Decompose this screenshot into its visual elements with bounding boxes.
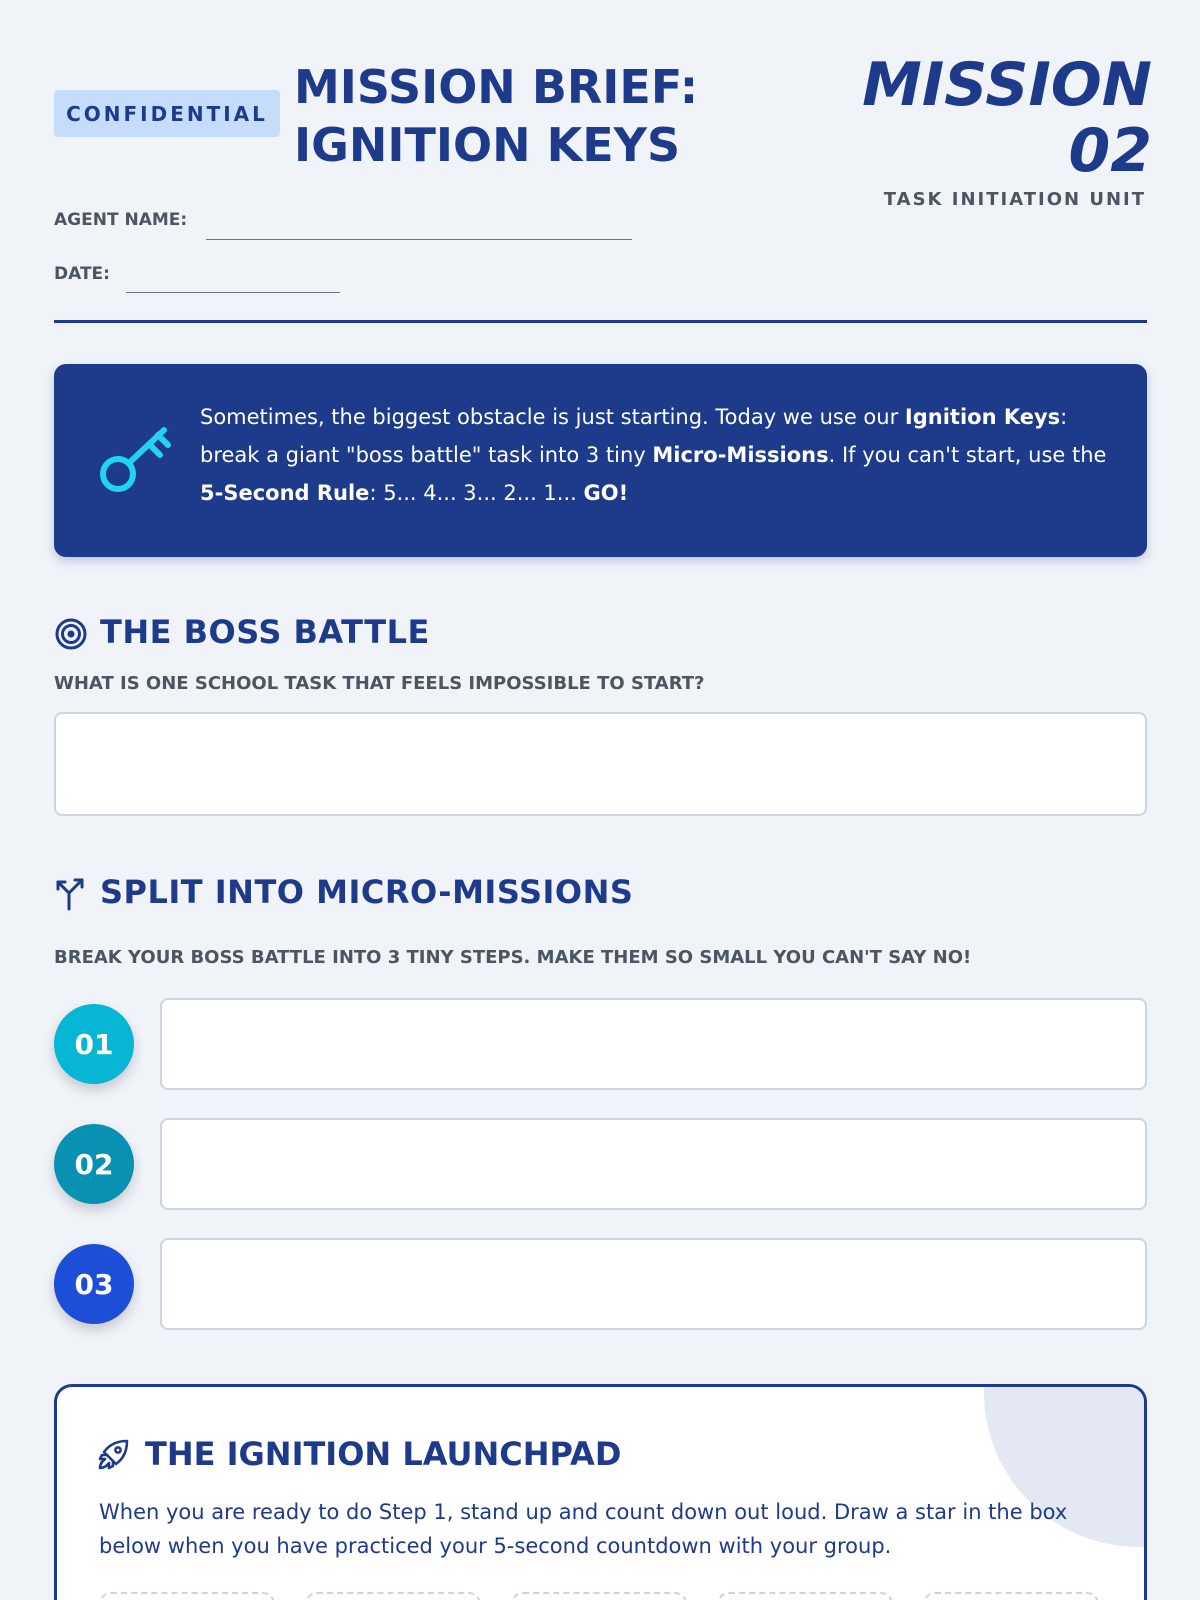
page-title — [294, 58, 774, 174]
title-line-1: MISSION BRIEF: — [294, 60, 699, 114]
launchpad-title: THE IGNITION LAUNCHPAD — [145, 1435, 622, 1473]
title-line-2: IGNITION KEYS — [294, 118, 681, 172]
agent-name-label: AGENT NAME: — [54, 210, 188, 230]
micro-mission-input-1[interactable] — [160, 998, 1147, 1090]
rocket-icon — [97, 1437, 131, 1471]
step-number-2: 02 — [54, 1124, 134, 1204]
star-box-5[interactable] — [923, 1592, 1099, 1600]
mission-label: MISSION — [862, 50, 1152, 120]
boss-battle-title: THE BOSS BATTLE — [100, 613, 430, 651]
boss-battle-input[interactable] — [54, 712, 1147, 816]
split-arrow-icon — [54, 877, 88, 911]
star-box-4[interactable] — [717, 1592, 893, 1600]
date-field[interactable] — [126, 292, 340, 293]
agent-name-field[interactable] — [206, 239, 632, 240]
star-box-1[interactable] — [99, 1592, 275, 1600]
micro-missions-title: SPLIT INTO MICRO-MISSIONS — [100, 873, 634, 911]
micro-missions-prompt: BREAK YOUR BOSS BATTLE INTO 3 TINY STEPS. MAKE THEM SO SMALL YOU CAN'T SAY NO! — [54, 947, 972, 968]
micro-mission-input-2[interactable] — [160, 1118, 1147, 1210]
boss-battle-prompt: WHAT IS ONE SCHOOL TASK THAT FEELS IMPOSSIBLE TO START? — [54, 673, 705, 694]
step-number-3: 03 — [54, 1244, 134, 1324]
launchpad-card — [54, 1384, 1147, 1600]
header-divider — [54, 320, 1147, 323]
star-box-3[interactable] — [511, 1592, 687, 1600]
mission-number: 02 — [1068, 116, 1152, 186]
intro-text: Sometimes, the biggest obstacle is just starting. Today we use our Ignition Keys: break a giant "boss battle" task into 3 tiny Micro-Missions. If you can't start, use the 5-Second Rule: 5... 4... 3... 2... 1... GO! — [200, 405, 1107, 505]
intro-panel — [54, 364, 1147, 557]
step-number-1: 01 — [54, 1004, 134, 1084]
key-icon — [96, 420, 178, 502]
date-label: DATE: — [54, 264, 110, 284]
launchpad-instructions: When you are ready to do Step 1, stand up and count down out loud. Draw a star in the box below when you have practiced your 5-second countdown with your group. — [99, 1500, 1068, 1558]
unit-label: TASK INITIATION UNIT — [883, 189, 1146, 210]
confidential-badge: CONFIDENTIAL — [54, 90, 280, 137]
target-icon — [54, 617, 88, 651]
star-box-2[interactable] — [305, 1592, 481, 1600]
micro-mission-input-3[interactable] — [160, 1238, 1147, 1330]
